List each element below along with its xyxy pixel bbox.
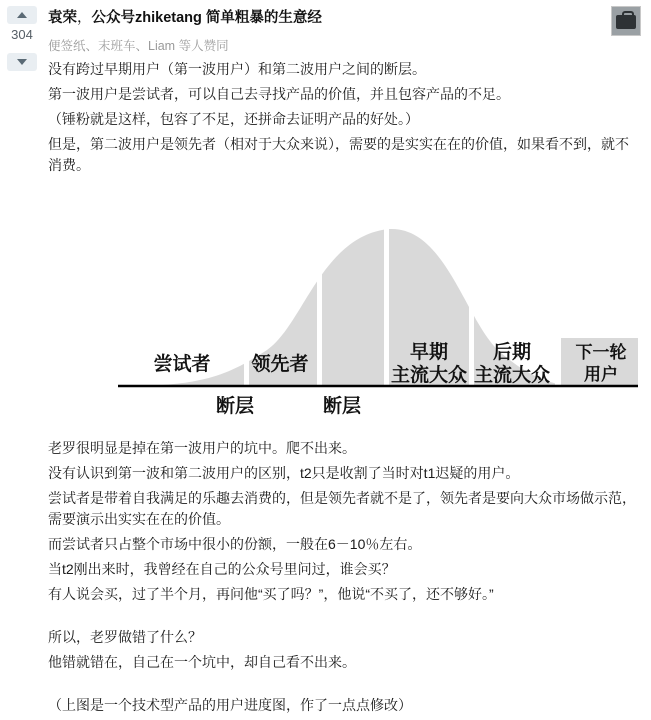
avatar[interactable]: [611, 6, 641, 36]
segment-label-0: 尝试者: [152, 354, 211, 375]
downvote-button[interactable]: [7, 53, 37, 71]
segment-label-2-line2: 主流大众: [390, 365, 467, 386]
segment-label-1: 领先者: [250, 354, 309, 375]
chart-svg: [52, 190, 638, 420]
author-bio: 公众号zhiketang 简单粗暴的生意经: [91, 10, 322, 26]
gap-label-0: 断层: [215, 396, 254, 417]
paragraph: 他错就错在，自己在一个坑中，却自己看不出来。: [48, 654, 356, 670]
chart-caption: （上图是一个技术型产品的用户进度图，作了一点点修改）: [48, 697, 412, 713]
segment-label-3-line2: 主流大众: [473, 365, 550, 386]
paragraph: 老罗很明显是掉在第一波用户的坑中。爬不出来。: [48, 440, 356, 456]
segment-divider: [317, 264, 322, 386]
triangle-up-icon: [17, 12, 27, 18]
spacer: [48, 617, 641, 627]
paragraph: 没有跨过早期用户（第一波用户）和第二波用户之间的断层。: [48, 61, 426, 77]
paragraph: 但是，第二波用户是领先者（相对于大众来说），需要的是实实在在的价值，如果看不到，就不消费。: [48, 136, 629, 173]
segment-divider: [555, 338, 561, 386]
briefcase-icon: [616, 15, 636, 29]
vote-count: 304: [11, 27, 33, 42]
author-name[interactable]: 袁荣: [48, 10, 77, 26]
paragraph: 有人说会买，过了半个月，再问他“买了吗？”，他说“不买了，还不够好。”: [48, 586, 494, 602]
segment-label-4-line2: 用户: [583, 365, 618, 384]
technology-adoption-chart: [48, 190, 641, 420]
paragraph: 尝试者是带着自我满足的乐趣去消费的，但是领先者就不是了，领先者是要向大众市场做示范，需要演示出实实在在的价值。: [48, 490, 636, 527]
segment-divider: [384, 228, 389, 386]
paragraph: 第一波用户是尝试者，可以自己去寻找产品的价值，并且包容产品的不足。: [48, 86, 510, 102]
author-separator: ，: [77, 10, 92, 26]
paragraph: 没有认识到第一波和第二波用户的区别，t2只是收割了当时对t1迟疑的用户。: [48, 465, 520, 481]
paragraph: 所以，老罗做错了什么？: [48, 629, 202, 645]
author-line: [48, 6, 322, 28]
voters-meta: 便签纸、末班车、Liam 等人赞同: [48, 39, 229, 53]
segment-label-4-line1: 下一轮: [575, 343, 626, 362]
spacer: [48, 685, 641, 695]
triangle-down-icon: [17, 59, 27, 65]
paragraph: 当t2刚出来时，我曾经在自己的公众号里问过，谁会买？: [48, 561, 396, 577]
paragraph: 而尝试者只占整个市场中很小的份额，一般在6－10％左右。: [48, 536, 422, 552]
upvote-button[interactable]: [7, 6, 37, 24]
segment-label-3-line1: 后期: [492, 342, 531, 363]
gap-label-1: 断层: [322, 396, 361, 417]
post-content: [44, 0, 651, 720]
vote-column: [0, 0, 44, 720]
post-header: [48, 6, 641, 36]
paragraph: （锤粉就是这样，包容了不足，还拼命去证明产品的好处。）: [48, 111, 419, 127]
segment-label-2-line1: 早期: [409, 342, 448, 363]
segment-divider: [244, 310, 249, 386]
